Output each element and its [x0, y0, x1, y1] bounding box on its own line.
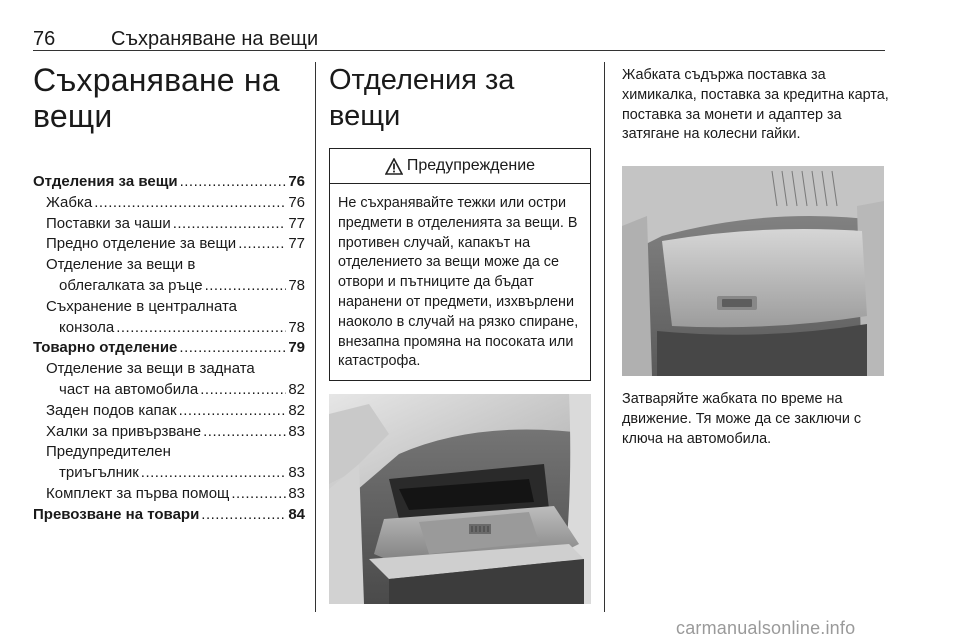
toc-entry-page: 77	[288, 214, 305, 232]
toc-entry-page: 82	[288, 401, 305, 419]
toc-entry[interactable]	[33, 214, 305, 235]
toc-entry[interactable]	[33, 276, 305, 297]
right-column	[622, 66, 892, 145]
warning-header	[330, 149, 590, 184]
toc-leader-dots	[179, 338, 286, 359]
toc-entry-text: Жабка	[46, 193, 93, 211]
toc-leader-dots	[238, 234, 286, 255]
toc-leader-dots	[116, 318, 286, 339]
toc-entry[interactable]	[33, 463, 305, 484]
toc-entry-text: Отделение за вещи в задната	[46, 360, 255, 378]
toc-entry[interactable]	[33, 172, 305, 193]
toc-entry-page: 83	[288, 422, 305, 440]
toc-entry[interactable]	[33, 234, 305, 255]
toc-entry[interactable]	[33, 297, 305, 318]
chapter-title: Съхраняване на вещи	[33, 62, 280, 134]
toc-entry[interactable]	[33, 442, 305, 463]
toc-entry-text: Товарно отделение	[33, 339, 178, 357]
toc-entry-text: Поставки за чаши	[46, 214, 171, 232]
toc-entry-text: Отделения за вещи	[33, 173, 178, 190]
toc-leader-dots	[141, 463, 287, 484]
toc-entry-text: Съхранение в централната	[46, 297, 238, 315]
glovebox-lock-paragraph: Затваряйте жабката по време на движение. Тя може да се заключи с ключа на автомобила.	[622, 391, 862, 447]
section-title: Отделения за вещи	[329, 64, 515, 132]
toc-entry-page: 76	[288, 173, 305, 190]
header-rule	[33, 50, 885, 51]
toc-entry-page: 76	[288, 193, 305, 211]
toc-leader-dots	[94, 193, 286, 214]
toc-entry-text: конзола	[59, 318, 115, 336]
toc-column	[33, 62, 305, 526]
glovebox-contents-paragraph: Жабката съдържа поставка за химикалка, поставка за кредитна карта, поставка за монети и адаптер за затягане на колесни гайки.	[622, 67, 889, 143]
toc-entry-text: Халки за привързване	[46, 422, 202, 440]
section-column	[329, 62, 591, 433]
toc-leader-dots	[180, 172, 287, 193]
warning-box	[329, 148, 591, 381]
toc-entry-text: част на автомобила	[59, 380, 199, 398]
toc-entry[interactable]	[33, 359, 305, 380]
glovebox-closed-photo	[622, 166, 884, 376]
toc-entry[interactable]	[33, 318, 305, 339]
toc-entry[interactable]	[33, 401, 305, 422]
toc-entry[interactable]	[33, 193, 305, 214]
warning-text: Не съхранявайте тежки или остри предмети в отделенията за вещи. В противен случай, капакът на отделението за вещи може да се отвори и пътниците да бъдат наранени от предмети, изхвърлени наоколо в случай на рязко спиране, внезапна промяна на посоката или катастрофа.	[338, 195, 579, 370]
watermark: carmanualsonline.info	[676, 618, 856, 638]
toc-entry[interactable]	[33, 505, 305, 526]
toc-entry[interactable]	[33, 484, 305, 505]
toc-entry-page: 78	[288, 318, 305, 336]
toc-entry[interactable]	[33, 380, 305, 401]
toc-leader-dots	[205, 276, 287, 297]
toc-leader-dots	[200, 380, 286, 401]
toc-entry-text: Предно отделение за вещи	[46, 235, 237, 253]
toc-entry-text: облегалката за ръце	[59, 276, 203, 294]
toc-leader-dots	[201, 505, 286, 526]
column-divider	[315, 62, 316, 612]
toc-entry-page: 83	[288, 484, 305, 502]
toc-leader-dots	[179, 401, 287, 422]
toc-entry-text: Предупредителен	[46, 443, 171, 461]
toc-leader-dots	[173, 214, 287, 235]
toc-entry-page: 84	[288, 505, 305, 523]
toc-entry-text: триъгълник	[59, 464, 139, 482]
warning-label: Предупреждение	[406, 157, 536, 174]
table-of-contents	[33, 172, 305, 526]
toc-entry[interactable]	[33, 255, 305, 276]
toc-entry-page: 83	[288, 464, 305, 482]
running-title: Съхраняване на вещи	[111, 28, 319, 50]
toc-entry-text: Комплект за първа помощ	[46, 484, 230, 502]
warning-triangle-icon	[385, 158, 403, 175]
toc-leader-dots	[203, 422, 286, 443]
toc-entry[interactable]	[33, 422, 305, 443]
toc-entry[interactable]	[33, 338, 305, 359]
toc-entry-text: Отделение за вещи в	[46, 256, 196, 274]
page-header	[33, 26, 885, 52]
toc-entry-page: 82	[288, 380, 305, 398]
toc-entry-page: 77	[288, 235, 305, 253]
toc-entry-page: 78	[288, 276, 305, 294]
glovebox-open-photo	[329, 394, 591, 604]
toc-entry-text: Заден подов капак	[46, 401, 177, 419]
toc-entry-page: 79	[288, 339, 305, 357]
toc-entry-text: Превозване на товари	[33, 505, 200, 523]
toc-leader-dots	[231, 484, 286, 505]
right-column-lower	[622, 390, 892, 449]
column-divider	[604, 62, 605, 612]
page-number: 76	[33, 28, 56, 50]
